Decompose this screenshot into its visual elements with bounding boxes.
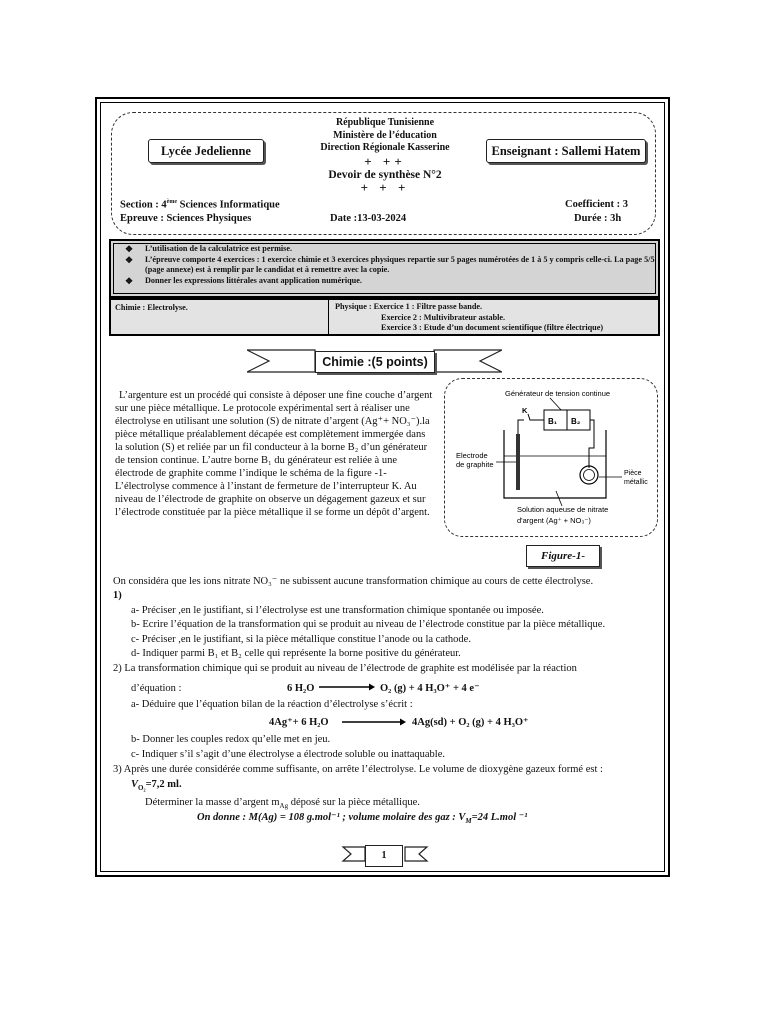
diamond-bullet-icon: ❖ [125,275,134,286]
balance-eq-left: 4Ag⁺+ 6 H₂O [269,717,329,728]
ministry: Ministère de l’éducation [333,129,437,141]
b1-label: B₁ [548,417,558,426]
questions-intro: On considéra que les ions nitrate NO₃⁻ ne subissent aucune transformation chimique au cours de cette électrolyse. [113,576,594,587]
piece-label: Pièce [624,470,642,477]
instructions-box [109,239,660,298]
question-2: 2) La transformation chimique qui se produit au niveau de l’électrode de graphite est modélisée par la réaction [113,663,577,674]
intro-paragraph: L’argenture est un procédé qui consiste à déposer une fine couche d’argent sur une pièce métallique. Le protocole expérimental sert à réaliser une électrolyse en utilisant une solution (S) de nitrate d’argent (Ag⁺+ NO₃⁻).la pièce métallique préalablement décapée est complètement immergée dans la solution (S) et reliée par un fil conducteur à la borne B₂ d’un générateur de tension continue. L’autre borne B₁ du générateur est reliée à une électrode de graphite comme l’indique le schéma de la figure -1- [115,390,433,479]
teacher-name: Enseignant : Sallemi Hatem [486,139,646,163]
question-2b: b- Donner les couples redox qu’elle met en jeu. [131,734,331,745]
piece-label-2: métallic [624,479,648,486]
b2-label: B₂ [571,417,581,426]
oxygen-volume: $V_{O_2}=7,2$ ml. [131,779,182,793]
coefficient-line: Coefficient : 3 [565,199,628,210]
given-data: On donne : M(Ag) = 108 g.mol⁻¹ ; volume molaire des gaz : $V_M=24$ L.mol ⁻¹ [197,812,528,826]
physics-topics: Physique : Exercice 1 : Filtre passe bande. Exercice 2 : Multivibrateur astable. Exercice 3 : Etude d’un document scientifique (filtre électrique) [335,302,604,332]
figure-frame [444,378,658,537]
question-2a: a- Déduire que l’équation bilan de la réaction d’électrolyse s’écrit : [131,699,413,710]
reaction-arrow-icon [342,717,406,727]
chemistry-topic: Chimie : Electrolyse. [111,300,329,334]
question-1b: b- Ecrire l’équation de la transformation qui se produit au niveau de l’électrode constitue par la pièce métallique. [131,619,606,630]
equation-left: 6 H₂O [287,683,315,694]
instruction-item: ❖ Donner les expressions littérales avant application numérique. [125,275,362,286]
page-number: 1 [365,845,403,867]
school-name: Lycée Jedelienne [148,139,264,163]
instruction-item: ❖ L’épreuve comporte 4 exercices : 1 exercice chimie et 3 exercices physiques repartie sur 5 pages numérotées de 1 à 5 y compris celle-ci. La page 5/5 (page annexe) est à remplir par le candidat et à remettre avec la copie. [125,254,655,274]
instruction-item: ❖ L’utilisation de la calculatrice est permise. [125,244,293,254]
topics-box [109,298,660,336]
exam-page [95,97,670,877]
country: République Tunisienne [335,117,435,128]
diamond-bullet-icon: ❖ [125,244,134,254]
stars-bottom: + + + [360,180,410,195]
generator-label: Générateur de tension continue [505,389,611,398]
question-1c: c- Préciser ,en le justifiant, si la pièce métallique constitue l’anode ou la cathode. [131,634,471,645]
question-1: 1) [113,590,122,601]
section-line: Section : 4ème Sciences Informatique [120,199,280,211]
switch-k-label: K [522,406,528,415]
header-center [282,117,488,195]
section-title: Chimie :(5 points) [315,351,435,373]
reaction-arrow-icon [319,682,375,692]
epreuve-line: Epreuve : Sciences Physiques [120,213,252,224]
electrode-label-2: de graphite [456,460,494,469]
date-line: Date :13-03-2024 [330,213,407,224]
question-2c: c- Indiquer s’il s’agit d’une électrolyse a électrode soluble ou inattaquable. [131,749,446,760]
equation-right: O₂ (g) + 4 H₃O⁺ + 4 e⁻ [380,683,480,694]
balance-eq-right: 4Ag(sd) + O₂ (g) + 4 H₃O⁺ [412,717,529,728]
header-frame [111,112,656,235]
equation-label: d’équation : [131,683,182,694]
question-3-determine: Déterminer la masse d’argent $m_{Ag}$ déposé sur la pièce métallique. [145,797,420,811]
exam-title: Devoir de synthèse N°2 [328,168,442,181]
direction: Direction Régionale Kasserine [320,142,450,153]
intro-paragraph: L’électrolyse commence à l’instant de fermeture de l’interrupteur K. Au niveau de l’électrode de graphite on observe un dégagement gazeux et sur l’électrode constituée par la pièce métallique il se forme un dépôt d’argent. [115,481,430,518]
stars-top: + ++ [364,153,406,169]
question-3: 3) Après une durée considérée comme suffisante, on arrête l’électrolyse. Le volume de dioxygène gazeux formé est : [113,764,603,775]
question-1d: d- Indiquer parmi B₁ et B₂ celle qui représente la borne positive du générateur. [131,648,461,659]
intro-text [115,389,433,519]
electrolysis-diagram [444,378,658,537]
question-1a: a- Préciser ,en le justifiant, si l’électrolyse est une transformation chimique spontanée ou imposée. [131,605,544,616]
solution-label-2: d'argent (Ag⁺ + NO₃⁻) [517,516,591,525]
duree-line: Durée : 3h [574,213,622,224]
figure-caption: Figure-1- [526,545,600,567]
diamond-bullet-icon: ❖ [125,254,134,265]
solution-label: Solution aqueuse de nitrate [517,505,609,514]
electrode-label: Electrode [456,451,488,460]
